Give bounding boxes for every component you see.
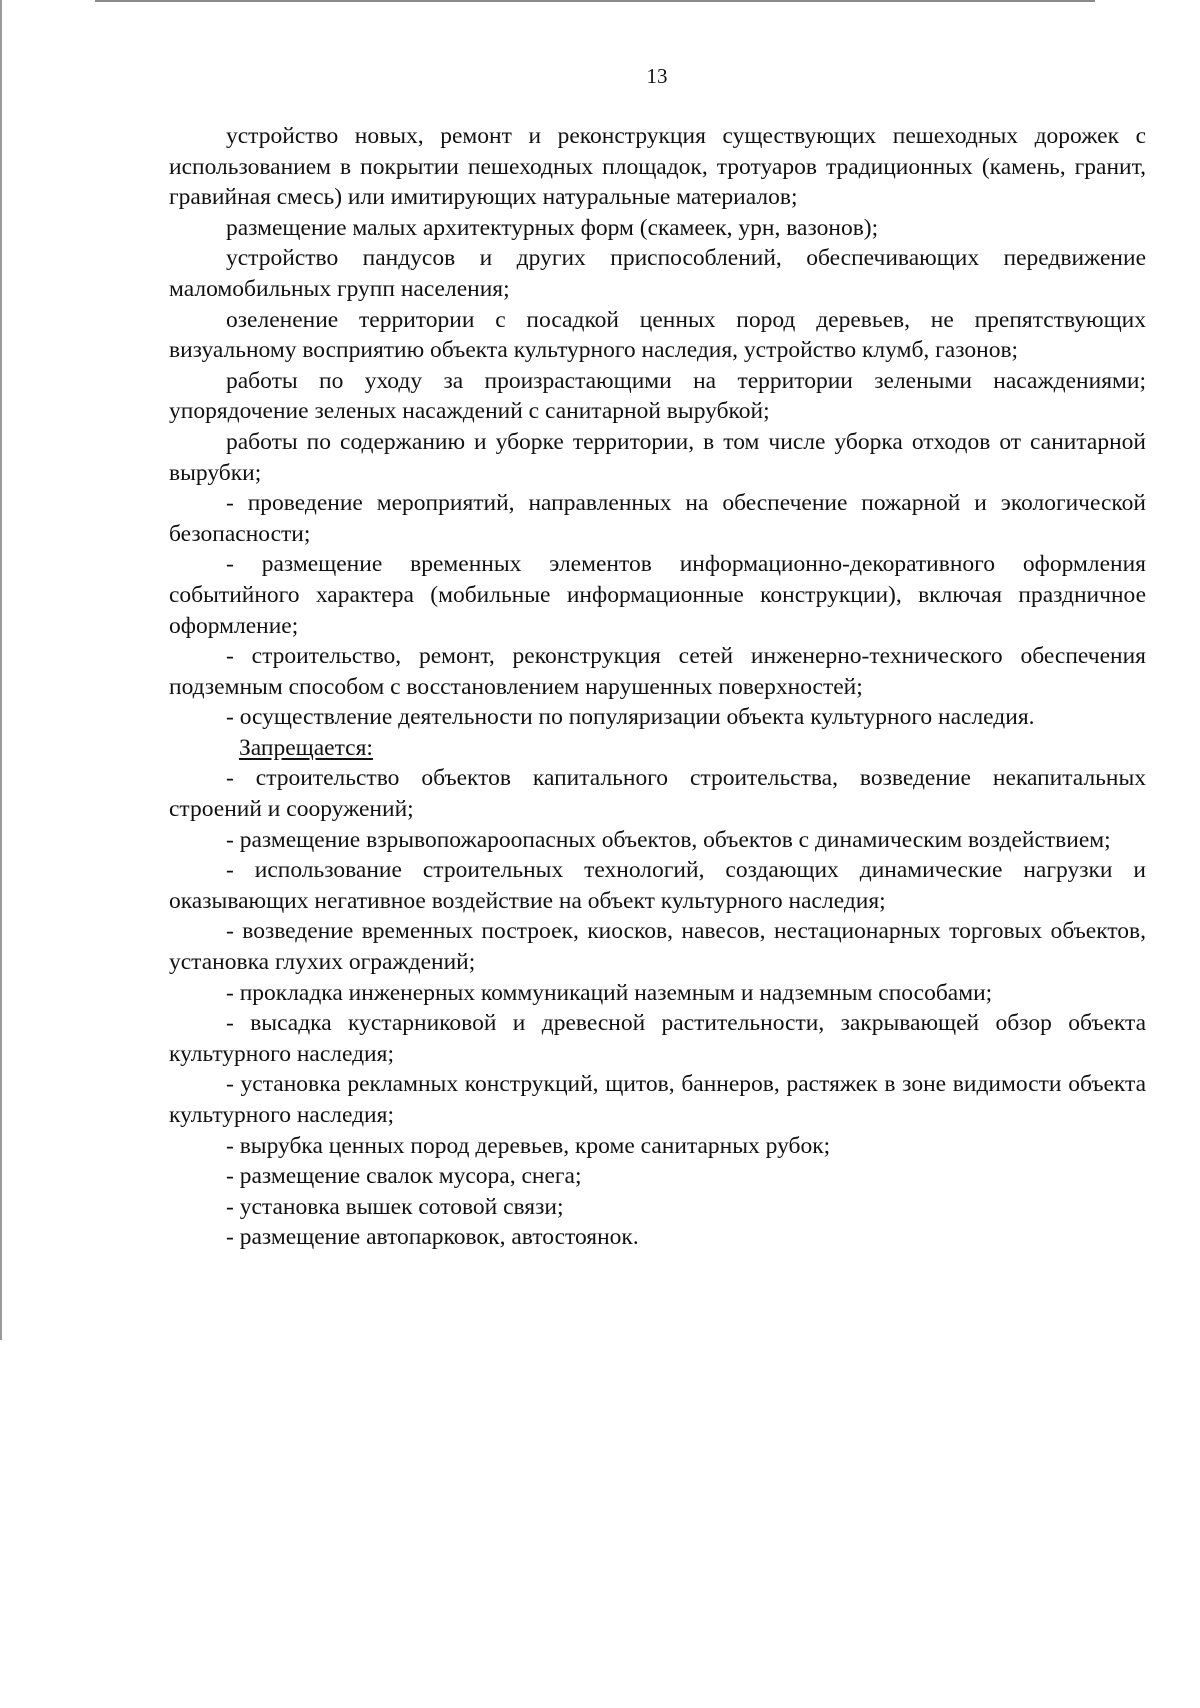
prohibited-heading-text: Запрещается: — [239, 734, 373, 761]
prohibited-item: - прокладка инженерных коммуникаций наземным и надземным способами; — [226, 979, 993, 1006]
prohibited-item: - возведение временных построек, киосков, навесов, нестационарных торговых объектов, установка глухих ограждений; — [169, 918, 1146, 976]
allowed-item: устройство новых, ремонт и реконструкция существующих пешеходных дорожек с использованием в покрытии пешеходных площадок, тротуаров традиционных (камень, гранит, гравийная смесь) или имитирующих натуральные материалов; — [169, 123, 1146, 211]
scan-edge-top — [95, 0, 1095, 2]
prohibited-item: - размещение автопарковок, автостоянок. — [226, 1224, 639, 1251]
allowed-item: - размещение временных элементов информационно-декоративного оформления событийного характера (мобильные информационные конструкции), включая праздничное оформление; — [169, 551, 1146, 639]
allowed-item: размещение малых архитектурных форм (скамеек, урн, вазонов); — [226, 214, 879, 241]
allowed-item: - проведение мероприятий, направленных на обеспечение пожарной и экологической безопасности; — [169, 490, 1146, 547]
page-number: 13 — [646, 64, 668, 88]
allowed-item: устройство пандусов и других приспособлений, обеспечивающих передвижение маломобильных групп населения; — [169, 245, 1146, 302]
prohibited-item: - вырубка ценных пород деревьев, кроме санитарных рубок; — [226, 1132, 831, 1159]
scan-edge-left — [0, 0, 2, 1340]
document-body — [169, 121, 1146, 1253]
allowed-item: - осуществление деятельности по популяризации объекта культурного наследия. — [226, 704, 1035, 731]
prohibited-item: - размещение свалок мусора, снега; — [226, 1163, 582, 1190]
allowed-item: работы по уходу за произрастающими на территории зелеными насаждениями; упорядочение зеленых насаждений с санитарной вырубкой; — [169, 367, 1146, 425]
prohibited-item: - установка вышек сотовой связи; — [226, 1193, 564, 1220]
prohibited-item: - использование строительных технологий, создающих динамические нагрузки и оказывающих негативное воздействие на объект культурного наследия; — [169, 857, 1146, 914]
allowed-item: озеленение территории с посадкой ценных пород деревьев, не препятствующих визуальному восприятию объекта культурного наследия, устройство клумб, газонов; — [169, 306, 1146, 364]
allowed-item: - строительство, ремонт, реконструкция сетей инженерно-технического обеспечения подземным способом с восстановлением нарушенных поверхностей; — [169, 643, 1146, 700]
prohibited-item: - размещение взрывопожароопасных объектов, объектов с динамическим воздействием; — [226, 826, 1111, 853]
prohibited-item: - установка рекламных конструкций, щитов, баннеров, растяжек в зоне видимости объекта культурного наследия; — [169, 1071, 1146, 1128]
prohibited-heading — [169, 733, 1146, 764]
prohibited-item: - высадка кустарниковой и древесной растительности, закрывающей обзор объекта культурного наследия; — [169, 1010, 1146, 1067]
allowed-item: работы по содержанию и уборке территории, в том числе уборка отходов от санитарной вырубки; — [169, 428, 1146, 486]
prohibited-item: - строительство объектов капитального строительства, возведение некапитальных строений и сооружений; — [169, 765, 1146, 823]
